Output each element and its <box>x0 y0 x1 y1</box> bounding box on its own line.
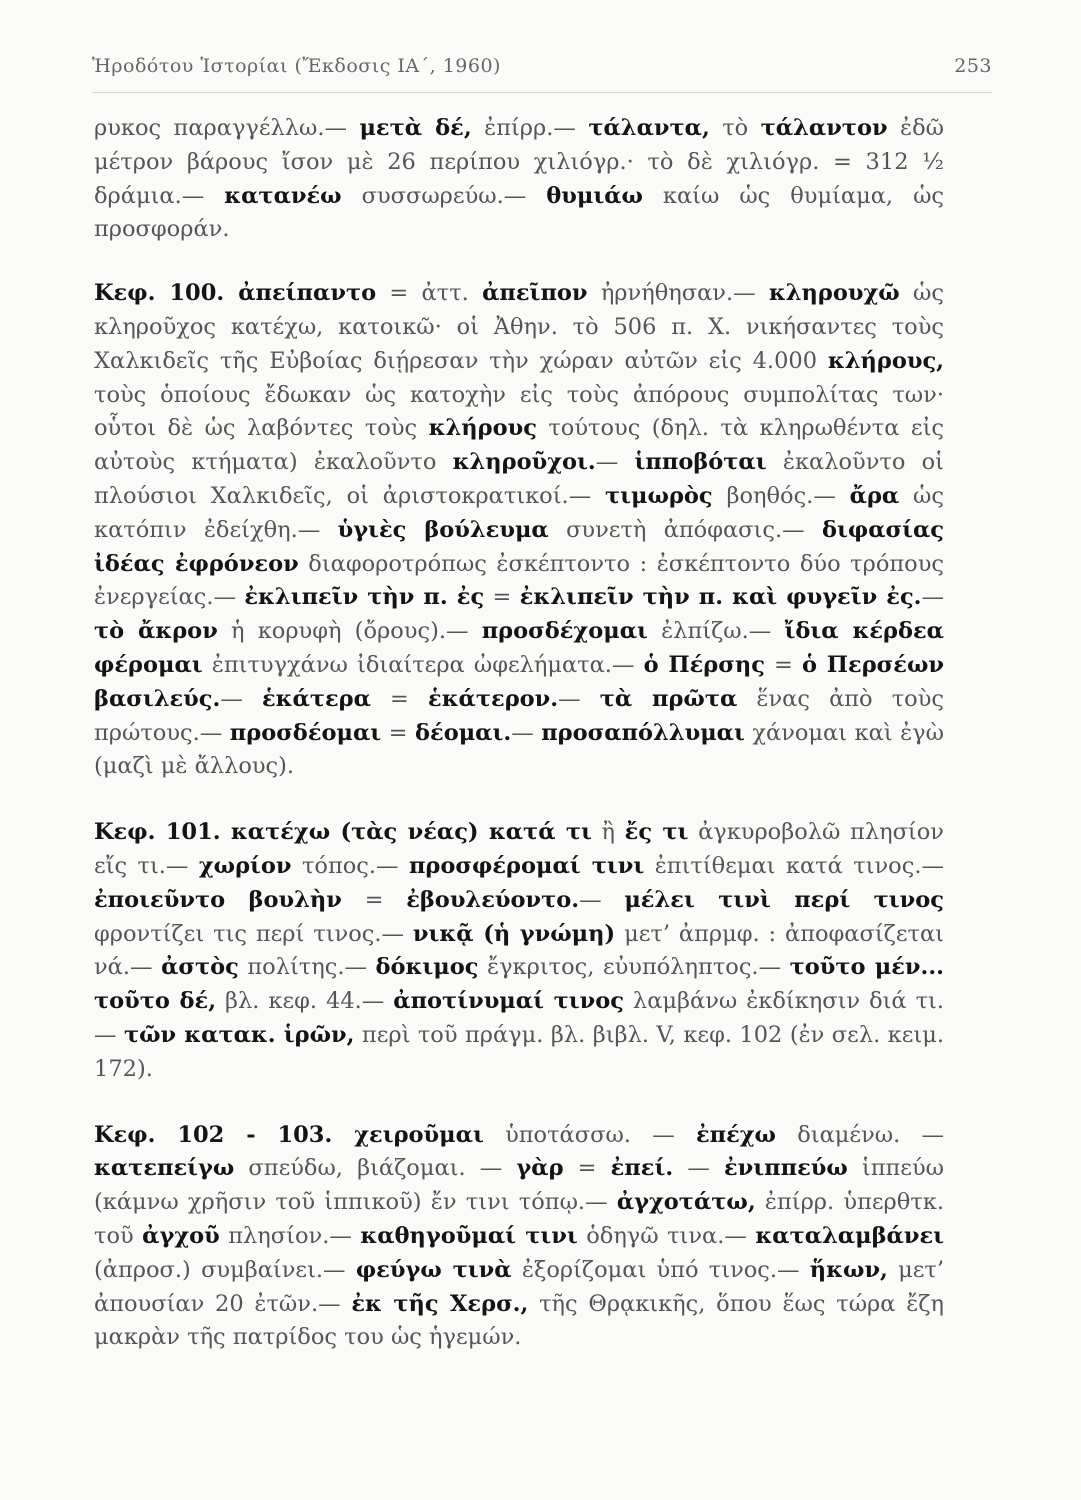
lemma-term: τὰ πρῶτα <box>599 685 738 712</box>
gloss-text: = <box>381 719 416 746</box>
gloss-text: διαφοροτρόπως ἐσκέπτοντο : ἐσκέπτοντο δύο τρόπους ἐνεργείας.— <box>94 550 944 611</box>
gloss-text: βοηθός.— <box>712 482 850 509</box>
gloss-text: ἡ κορυφὴ (ὄρους).— <box>217 618 482 645</box>
gloss-text: ἠρνήθησαν.— <box>587 280 769 307</box>
gloss-text: ἐπιτίθεμαι κατά τινος.— <box>644 852 944 879</box>
gloss-text: ἐκαλοῦντο οἱ πλούσιοι Χαλκιδεῖς, οἱ ἀριστοκρατικοί.— <box>94 449 944 509</box>
gloss-text: μετ’ ἀπουσίαν 20 ἐτῶν.— <box>94 1256 945 1317</box>
gloss-text: ὁδηγῶ τινα.— <box>577 1222 756 1249</box>
lemma-term: ἐνιππεύω <box>723 1155 848 1182</box>
gloss-text: φροντίζει τις περί τινος.— <box>94 920 413 947</box>
gloss-text: λαμβάνω ἐκδίκησιν διά τι.— <box>94 988 945 1048</box>
gloss-text: ἐλπίζω.— <box>647 618 785 645</box>
lemma-term: ἀγχοτάτω, <box>616 1189 756 1216</box>
lemma-term: νικᾷ (ἡ γνώμη) <box>412 920 616 947</box>
gloss-text: (ἀπροσ.) συμβαίνει.— <box>94 1256 356 1283</box>
gloss-text: καίω ὡς θυμίαμα, ὡς προσφοράν. <box>94 182 945 243</box>
gloss-text: περὶ τοῦ πράγμ. βλ. βιβλ. V, κεφ. 102 (ἐν σελ. κειμ. 172). <box>94 1021 944 1082</box>
gloss-text: συσσωρεύω.— <box>341 182 547 209</box>
lemma-term: κλήρους <box>428 415 537 442</box>
gloss-text: πλησίον.— <box>219 1222 361 1249</box>
lemma-term: διφασίας ἰδέας ἐφρόνεον <box>94 516 944 577</box>
gloss-text: ἕνας ἀπὸ τοὺς πρώτους.— <box>94 685 944 746</box>
gloss-text: ἐδῶ μέτρον βάρους ἴσον μὲ 26 περίπου χιλιόγρ.· τὸ δὲ χιλιόγρ. = 312 ½ δράμια.— <box>94 115 944 209</box>
lemma-term: κατεπείγω <box>94 1155 235 1182</box>
lemma-term: ἑκάτερα <box>261 685 371 712</box>
gloss-text: = <box>764 651 802 678</box>
lemma-term: ἱπποβόται <box>634 449 767 476</box>
lemma-term: κληροῦχοι. <box>452 449 596 476</box>
gloss-text: τὸ <box>709 115 761 141</box>
gloss-text: πολίτης.— <box>238 954 376 981</box>
lemma-term: ἐπεί. <box>610 1155 674 1182</box>
lemma-term: τάλαντον <box>760 115 888 141</box>
gloss-text: συνετὴ ἀπόφασις.— <box>548 516 822 543</box>
lemma-term: ἐκλιπεῖν τὴν π. καὶ φυγεῖν ἐς. <box>519 584 922 611</box>
lemma-term: Κεφ. 100. <box>94 280 239 307</box>
lemma-term: τὸ ἄκρον <box>94 618 218 645</box>
paragraph-continuation <box>94 112 944 247</box>
lemma-term: δόκιμος <box>375 954 479 981</box>
lemma-term: ἀστὸς <box>161 954 239 981</box>
lemma-term: ἀπεῖπον <box>482 280 588 307</box>
lemma-term: μέλει τινὶ περί τινος <box>624 886 944 913</box>
lemma-term: ἐποιεῦντο βουλὴν <box>94 886 342 913</box>
lemma-term: Κεφ. 102 - 103. <box>94 1121 355 1148</box>
gloss-text: σπεύδω, βιάζομαι. — <box>234 1155 517 1182</box>
gloss-text: — <box>921 584 944 611</box>
commentary-body <box>94 112 944 1355</box>
gloss-text: ἐπίρρ. ὑπερθτκ. τοῦ <box>94 1189 944 1249</box>
lemma-term: προσδέχομαι <box>481 618 648 645</box>
running-header <box>92 55 992 77</box>
lemma-term: κληρουχῶ <box>768 280 900 307</box>
gloss-text: βλ. κεφ. 44.— <box>216 988 394 1015</box>
lemma-term: καθηγοῦμαί τινι <box>360 1222 578 1249</box>
lemma-term: ὑγιὲς βούλευμα <box>337 516 549 543</box>
gloss-text: ἔγκριτος, εὐυπόληπτος.— <box>478 954 790 981</box>
gloss-text: τόπος.— <box>291 852 409 879</box>
lemma-term: ὁ Περσέων βασιλεύς. <box>94 651 944 712</box>
gloss-text: τοὺς ὁποίους ἔδωκαν ὡς κατοχὴν εἰς τοὺς ἀπόρους συμπολίτας των· οὗτοι δὲ ὡς λαβόντες τοὺς <box>94 381 944 442</box>
lemma-term: γὰρ <box>516 1155 564 1182</box>
lemma-term: τοῦτο μέν... τοῦτο δέ, <box>94 954 944 1015</box>
lemma-term: προσαπόλλυμαι <box>541 719 745 746</box>
gloss-text: — <box>579 886 625 913</box>
lemma-term: προσφέρομαί τινι <box>408 852 645 879</box>
gloss-text: — <box>595 449 635 476</box>
lemma-term: προσδέομαι <box>229 719 382 746</box>
lemma-term: τῶν κατακ. ἱρῶν, <box>123 1021 355 1048</box>
lemma-term: ἥκων, <box>809 1256 888 1283</box>
gloss-text: = ἀττ. <box>376 280 483 307</box>
lemma-term: ἐκλιπεῖν τὴν π. ἐς <box>244 584 485 611</box>
gloss-text: μετ’ ἀπρμφ. : ἀποφασίζεται νά.— <box>94 920 945 981</box>
lemma-term: μετὰ δέ, <box>359 115 472 141</box>
gloss-text: = <box>563 1155 611 1182</box>
lemma-term: δέομαι. <box>415 719 512 746</box>
running-title: Ἡροδότου Ἱστορίαι (Ἔκδοσις ΙΑ΄, 1960) <box>92 55 501 77</box>
lemma-term: κατέχω (τὰς νέας) κατά τι <box>230 819 592 846</box>
gloss-text: διαμένω. — <box>775 1121 944 1148</box>
lemma-term: κλήρους, <box>827 347 944 374</box>
lemma-term: θυμιάω <box>546 182 643 209</box>
paragraph-chapter-100 <box>94 277 944 784</box>
gloss-text: = <box>370 685 429 712</box>
lemma-term: ἐβουλεύοντο. <box>406 886 580 913</box>
gloss-text: τῆς Θρᾳκικῆς, ὅπου ἕως τώρα ἔζη μακρὰν τῆς πατρίδος του ὡς ἡγεμών. <box>94 1290 944 1351</box>
gloss-text: ἢ <box>591 819 625 846</box>
paragraph-chapter-101 <box>94 816 944 1086</box>
gloss-text: ἐπιτυγχάνω ἰδιαίτερα ὠφελήματα.— <box>202 651 644 678</box>
lemma-term: φεύγω τινὰ <box>355 1256 512 1283</box>
lemma-term: χωρίον <box>198 852 292 879</box>
lemma-term: ὁ Πέρσης <box>643 651 765 678</box>
lemma-term: τάλαντα, <box>588 115 710 141</box>
lemma-term: χειροῦμαι <box>354 1121 484 1148</box>
paragraph-chapter-102-103 <box>94 1119 944 1356</box>
lemma-term: ἐκ τῆς Χερσ., <box>351 1290 529 1317</box>
lemma-term: καταλαμβάνει <box>755 1222 945 1249</box>
gloss-text: ἀγκυροβολῶ πλησίον εἴς τι.— <box>94 819 944 879</box>
lemma-term: ἐπέχω <box>695 1121 776 1148</box>
lemma-term: ἀγχοῦ <box>142 1222 220 1249</box>
gloss-text: ρυκος παραγγέλλω.— <box>94 115 360 141</box>
gloss-text: χάνομαι καὶ ἐγὼ (μαζὶ μὲ ἄλλους). <box>94 719 944 780</box>
gloss-text: = <box>484 584 520 611</box>
lemma-term: Κεφ. 101. <box>94 819 231 846</box>
lemma-term: ἴδια κέρδεα φέρομαι <box>94 618 944 678</box>
gloss-text: ἱππεύω (κάμνω χρῆσιν τοῦ ἱππικοῦ) ἔν τινι τόπῳ.— <box>94 1155 944 1216</box>
gloss-text: ὡς κατόπιν ἐδείχθη.— <box>94 482 944 543</box>
gloss-text: — <box>673 1155 724 1182</box>
lemma-term: κατανέω <box>224 182 342 209</box>
gloss-text: — <box>511 719 542 746</box>
lemma-term: ἔς τι <box>624 819 689 846</box>
gloss-text: ὑποτάσσω. — <box>483 1121 696 1148</box>
gloss-text: = <box>341 886 407 913</box>
gloss-text: — <box>558 685 600 712</box>
gloss-text: ἐπίρρ.— <box>471 115 589 141</box>
page-number: 253 <box>954 55 992 77</box>
gloss-text: ἐξορίζομαι ὑπό τινος.— <box>511 1256 810 1283</box>
lemma-term: ἑκάτερον. <box>428 685 559 712</box>
lemma-term: ἀπείπαντο <box>238 280 377 307</box>
lemma-term: ἄρα <box>849 482 900 509</box>
header-divider <box>92 92 992 93</box>
lemma-term: ἀποτίνυμαί τινος <box>393 988 624 1015</box>
gloss-text: τούτους (δηλ. τὰ κληρωθέντα εἰς αὐτοὺς κτήματα) ἐκαλοῦντο <box>94 415 944 476</box>
lemma-term: τιμωρὸς <box>605 482 713 509</box>
gloss-text: ὡς κληροῦχος κατέχω, κατοικῶ· οἱ Ἀθην. τὸ 506 π. Χ. νικήσαντες τοὺς Χαλκιδεῖς τῆς Εὐβοίας διῄρεσαν τὴν χώραν αὐτῶν εἰς 4.000 <box>94 280 944 374</box>
gloss-text: — <box>220 685 262 712</box>
